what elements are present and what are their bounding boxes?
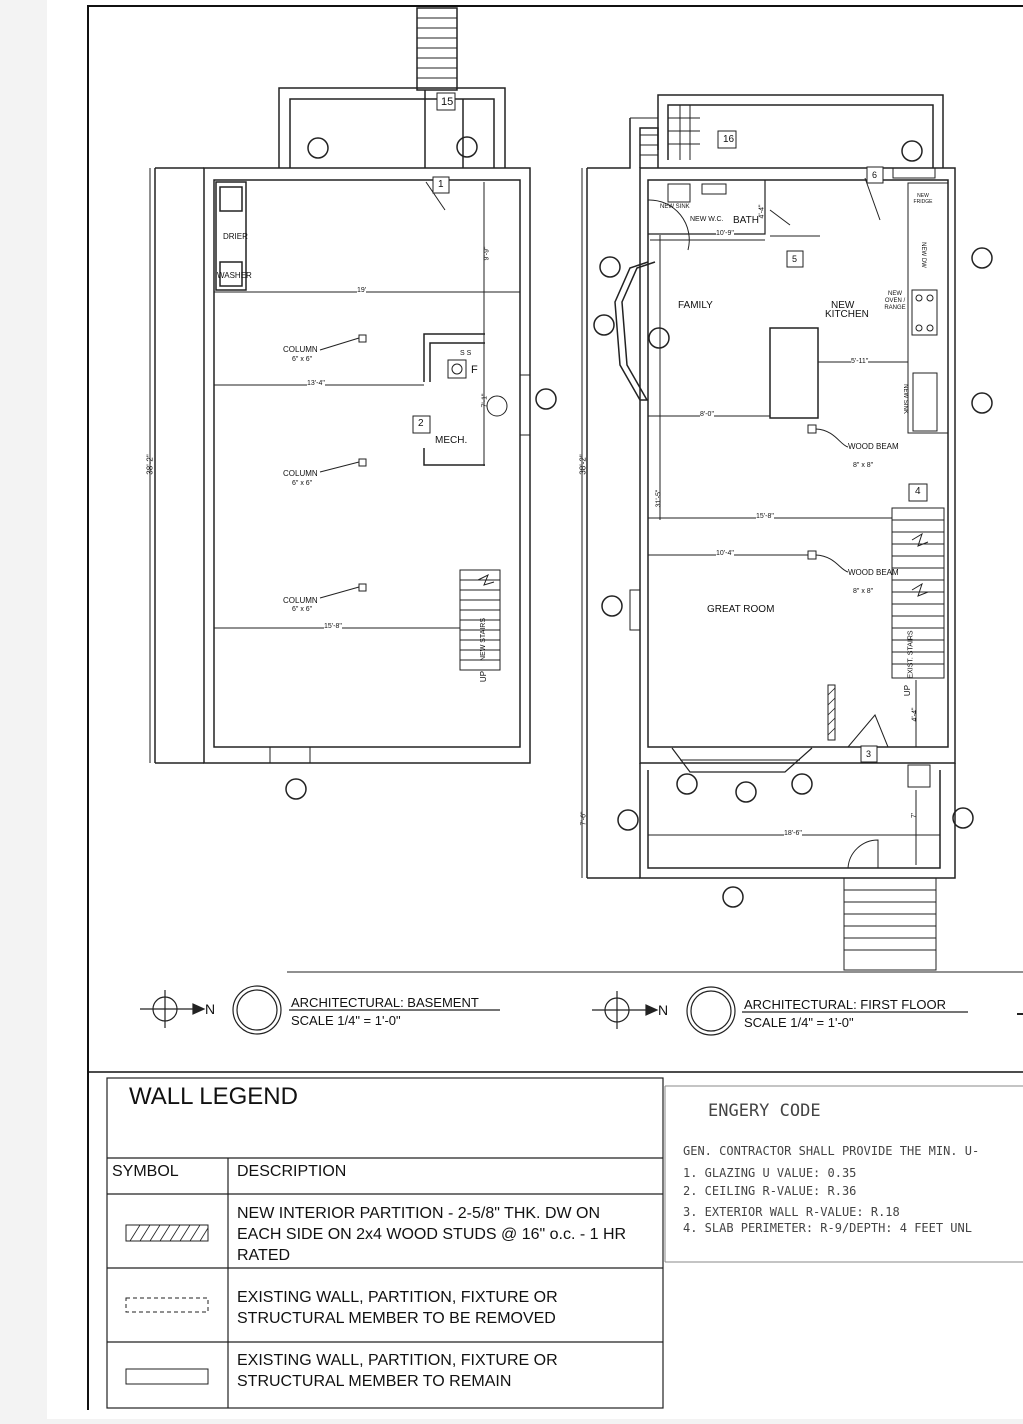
dim-ff-mid: 15'-8": [756, 513, 774, 520]
legend-row-3-line2: STRUCTURAL MEMBER TO REMAIN: [237, 1373, 512, 1390]
dim-basement-width: 19': [357, 287, 367, 294]
door-tag-1: 1: [438, 179, 444, 190]
column-size: 6" x 6": [292, 606, 313, 613]
north-label-basement: N: [205, 1001, 216, 1017]
column-label: COLUMN: [283, 345, 318, 354]
legend-title: WALL LEGEND: [129, 1083, 298, 1110]
dim-kitchen: 5'-11": [851, 358, 869, 365]
first-floor-title: ARCHITECTURAL: FIRST FLOOR: [744, 997, 947, 1012]
new-fridge-label: NEW FRIDGE: [913, 193, 933, 205]
dim-bath-w: 10'-9": [716, 230, 734, 237]
legend-symbol-header: SYMBOL: [112, 1163, 179, 1180]
column-label: COLUMN: [283, 596, 318, 605]
new-oven-label: NEW OVEN / RANGE: [884, 291, 906, 311]
new-dw-label: NEW DW: [919, 242, 926, 268]
family-room-label: FAMILY: [678, 300, 713, 311]
basement-title: ARCHITECTURAL: BASEMENT: [291, 995, 479, 1010]
energy-code-item: 4. SLAB PERIMETER: R-9/DEPTH: 4 FEET UNL: [683, 1221, 972, 1235]
legend-description-header: DESCRIPTION: [237, 1163, 347, 1180]
dim-porch: 7'-6": [580, 811, 588, 826]
dim-great: 10'-4": [716, 550, 734, 557]
kitchen-label-line1: NEW: [831, 300, 855, 311]
tag-4: 4: [915, 486, 921, 497]
legend-row-1-line2: EACH SIDE ON 2x4 WOOD STUDS @ 16" o.c. - 1 HR: [237, 1226, 627, 1243]
first-floor-scale: SCALE 1/4" = 1'-0": [744, 1015, 854, 1030]
legend-row-2-line2: STRUCTURAL MEMBER TO BE REMOVED: [237, 1310, 556, 1327]
dim-basement-d1: 13'-4": [307, 380, 325, 387]
north-label-first-floor: N: [658, 1002, 669, 1018]
dim-basement-v2: 7'-1": [481, 393, 489, 408]
mech-tag: 2: [418, 418, 424, 429]
ff-stairs-up-label: UP: [903, 684, 913, 697]
new-sink-label: NEW SINK: [660, 204, 690, 210]
wood-beam-size: 8" x 8": [853, 588, 874, 595]
dim-bath-h: 4'-4": [758, 204, 766, 219]
tag-3: 3: [866, 749, 872, 759]
furnace-label: F: [471, 364, 478, 376]
energy-code-intro: GEN. CONTRACTOR SHALL PROVIDE THE MIN. U-: [683, 1144, 980, 1158]
kitchen-label-line2: KITCHEN: [825, 309, 869, 320]
energy-code-item: 1. GLAZING U VALUE: 0.35: [683, 1166, 857, 1180]
dim-basement-v1: 9'-9": [483, 246, 491, 261]
bath-label: BATH: [733, 215, 759, 226]
tag-5: 5: [792, 254, 798, 264]
energy-code-item: 2. CEILING R-VALUE: R.36: [683, 1184, 857, 1198]
column-label: COLUMN: [283, 469, 318, 478]
wood-beam-label: WOOD BEAM: [848, 568, 899, 577]
wood-beam-size: 8" x 8": [853, 462, 874, 469]
basement-scale: SCALE 1/4" = 1'-0": [291, 1013, 401, 1028]
drier-label: DRIER: [223, 232, 248, 241]
water-heater-label: S S: [460, 350, 472, 357]
tag-16: 16: [723, 134, 735, 145]
legend-row-3-line1: EXISTING WALL, PARTITION, FIXTURE OR: [237, 1352, 558, 1369]
dim-porch-width: 18'-6": [784, 830, 802, 837]
new-kitchen-sink-label: NEW SINK: [901, 384, 908, 414]
stairs-up-label: UP: [479, 670, 489, 683]
dim-ff-depth: 38'-2": [578, 454, 588, 475]
legend-row-1-line3: RATED: [237, 1247, 291, 1264]
dim-basement-d2: 15'-8": [324, 623, 342, 630]
new-wc-label: NEW W.C.: [690, 216, 724, 223]
mech-room-label: MECH.: [435, 435, 468, 446]
washer-label: WASHER: [217, 271, 252, 280]
energy-code-title: ENGERY CODE: [708, 1101, 821, 1121]
legend-row-1-line1: NEW INTERIOR PARTITION - 2-5/8" THK. DW ON: [237, 1205, 601, 1222]
dim-ff-vertical: 31'-5": [655, 489, 663, 508]
dim-basement-depth: 38'-2": [145, 454, 155, 475]
dim-seven: 7': [911, 812, 919, 819]
dim-family: 8'-0": [700, 411, 714, 418]
column-size: 6" x 6": [292, 356, 313, 363]
tag-6: 6: [872, 170, 878, 180]
great-room-label: GREAT ROOM: [707, 604, 775, 615]
new-stairs-label: NEW STAIRS: [480, 617, 488, 662]
stair-tag-15: 15: [441, 96, 454, 108]
exist-stairs-label: EXIST. STAIRS: [907, 630, 915, 679]
dim-stair-h: 4'-4": [911, 707, 919, 722]
legend-row-2-line1: EXISTING WALL, PARTITION, FIXTURE OR: [237, 1289, 558, 1306]
column-size: 6" x 6": [292, 480, 313, 487]
energy-code-item: 3. EXTERIOR WALL R-VALUE: R.18: [683, 1205, 900, 1219]
wood-beam-label: WOOD BEAM: [848, 442, 899, 451]
